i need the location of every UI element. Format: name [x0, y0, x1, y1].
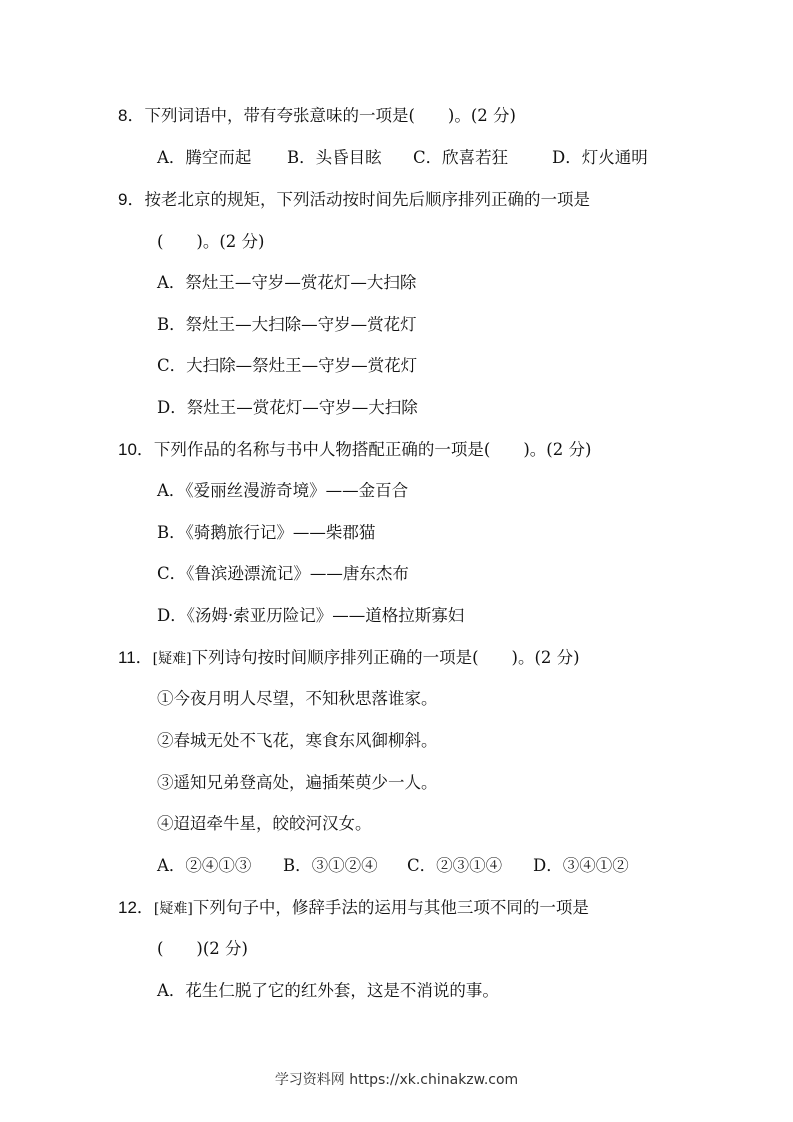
- question-number: 9．: [118, 190, 145, 209]
- option-c: C．大扫除—祭灶王—守岁—赏花灯: [157, 356, 418, 375]
- question-number: 11．: [118, 648, 153, 667]
- question-12: [118, 896, 589, 921]
- option-a: A．②④①③: [157, 856, 252, 875]
- question-8: [118, 104, 516, 128]
- difficulty-tag: [疑难]: [152, 651, 192, 667]
- question-11: [118, 646, 580, 671]
- question-stem: 下列句子中，修辞手法的运用与其他三项不同的一项是: [192, 898, 589, 917]
- question-stem: 下列作品的名称与书中人物搭配正确的一项是( )。(2 分): [153, 440, 592, 459]
- option-a: A．花生仁脱了它的红外套，这是不消说的事。: [157, 981, 499, 1000]
- question-number: 12．: [118, 898, 154, 917]
- question-stem: 下列诗句按时间顺序排列正确的一项是( )。(2 分): [191, 648, 580, 667]
- option-c: C．②③①④: [407, 856, 503, 875]
- footer-watermark: 学习资料网 https://xk.chinakzw.com: [274, 1072, 519, 1088]
- question-9-stem-continued: ( )。(2 分): [157, 232, 265, 251]
- question-10: [118, 438, 591, 462]
- poem-line-3: ③遥知兄弟登高处，遍插茱萸少一人。: [157, 773, 438, 792]
- option-d: D．祭灶王—赏花灯—守岁—大扫除: [157, 398, 418, 417]
- question-stem: 下列词语中，带有夸张意味的一项是( )。(2 分): [144, 106, 516, 125]
- difficulty-tag: [疑难]: [153, 901, 193, 917]
- option-a: A．祭灶王—守岁—赏花灯—大扫除: [157, 273, 417, 292]
- option-a: A．《爱丽丝漫游奇境》——金百合: [157, 481, 409, 500]
- poem-line-4: ④迢迢牵牛星，皎皎河汉女。: [157, 814, 372, 833]
- option-b: B．祭灶王—大扫除—守岁—赏花灯: [157, 315, 417, 334]
- option-a: A．腾空而起: [157, 148, 252, 167]
- question-12-stem-continued: ( )(2 分): [157, 939, 248, 958]
- option-d: D．《汤姆·索亚历险记》——道格拉斯寡妇: [157, 606, 465, 625]
- question-number: 10．: [118, 440, 154, 459]
- option-b: B．《骑鹅旅行记》——柴郡猫: [157, 523, 376, 542]
- question-9: [118, 188, 590, 212]
- option-c: C．欣喜若狂: [413, 148, 509, 167]
- option-c: C．《鲁滨逊漂流记》——唐东杰布: [157, 564, 409, 583]
- option-d: D．灯火通明: [552, 148, 648, 167]
- question-11-options: [157, 854, 629, 878]
- poem-line-1: ①今夜月明人尽望，不知秋思落谁家。: [157, 689, 438, 708]
- poem-line-2: ②春城无处不飞花，寒食东风御柳斜。: [157, 731, 438, 750]
- option-d: D．③④①②: [533, 856, 629, 875]
- question-8-options: [157, 146, 648, 170]
- option-b: B．③①②④: [283, 856, 378, 875]
- question-number: 8．: [118, 106, 145, 125]
- question-stem: 按老北京的规矩，下列活动按时间先后顺序排列正确的一项是: [144, 190, 590, 209]
- option-b: B．头昏目眩: [287, 148, 382, 167]
